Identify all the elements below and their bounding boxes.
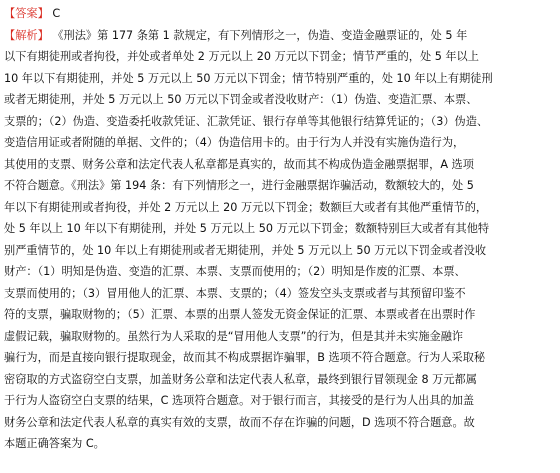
analysis-line: 本题正确答案为 C。	[4, 437, 105, 450]
analysis-line: 其使用的支票、财务公章和法定代表人私章都是真实的，故而其不构成伪造金融票据罪，A 选项	[4, 157, 474, 171]
answer-value: C	[52, 7, 61, 20]
analysis-line: 于行为人盗窃空白支票的结果，C 选项符合题意。对于银行而言，其接受的是行为人出具的加盖	[4, 394, 475, 407]
analysis-line: 财产：（1）明知是伪造、变造的汇票、本票、支票而使用的；（2）明知是作废的汇票、本票、	[4, 265, 466, 278]
analysis-line: 年以下有期徒刑或者拘役，并处 2 万元以上 20 万元以下罚金；数额巨大或者有其他严重情节的，	[4, 200, 488, 214]
analysis-line: 虚假记载，骗取财物的。虽然行为人采取的是“冒用他人支票”的行为，但是其并未实施金融诈	[4, 329, 464, 343]
analysis-line: 财务公章和法定代表人私章的真实有效的支票，故而不存在诈骗的问题，D 选项不符合题意。故	[4, 415, 475, 429]
analysis-line: 处 5 年以上 10 年以下有期徒刑，并处 5 万元以上 50 万元以下罚金；数额特别巨大或者有其他特	[4, 222, 490, 235]
analysis-line: 或者无期徒刑，并处 5 万元以上 50 万元以下罚金或者没收财产：（1）伪造、变造汇票、本票、	[4, 93, 478, 106]
analysis-line: 密窃取的方式盗窃空白支票，加盖财务公章和法定代表人私章，最终到银行冒领现金 8 万元都属	[4, 372, 477, 386]
answer-line	[4, 3, 556, 25]
analysis-line: 支票而使用的；（3）冒用他人的汇票、本票、支票的；（4）签发空头支票或者与其预留印鉴不	[4, 286, 466, 300]
analysis-label: 【解析】	[4, 28, 49, 42]
answer-explanation	[4, 3, 556, 455]
analysis-line: 不符合题意。《刑法》第 194 条：有下列情形之一，进行金融票据诈骗活动，数额较大的，处 5	[4, 179, 474, 192]
analysis-line: 变造信用证或者附随的单据、文件的；（4）伪造信用卡的。由于行为人并没有实施伪造行为，	[4, 136, 465, 149]
analysis-line: 支票的；（2）伪造、变造委托收款凭证、汇款凭证、银行存单等其他银行结算凭证的；（3）伪造、	[4, 114, 489, 128]
analysis-line: 以下有期徒刑或者拘役，并处或者单处 2 万元以上 20 万元以下罚金；情节严重的，处 5 年以上	[4, 50, 479, 63]
analysis-line: 10 年以下有期徒刑，并处 5 万元以上 50 万元以下罚金；情节特别严重的，处 10 年以上有期徒刑	[4, 71, 493, 85]
analysis-line: 别严重情节的，处 10 年以上有期徒刑或者无期徒刑，并处 5 万元以上 50 万元以下罚金或者没收	[4, 243, 487, 257]
analysis-line: 符的支票，骗取财物的；（5）汇票、本票的出票人签发无资金保证的汇票、本票或者在出票时作	[4, 308, 476, 321]
answer-label: 【答案】	[4, 7, 49, 20]
analysis-text: 《刑法》第 177 条第 1 款规定，有下列情形之一，伪造、变造金融票证的，处 5 年	[52, 28, 468, 42]
analysis-line: 骗行为，而是直接向银行提取现金，故而其不构成票据诈骗罪，B 选项不符合题意。行为人采取秘	[4, 351, 486, 364]
analysis-line	[4, 25, 556, 47]
